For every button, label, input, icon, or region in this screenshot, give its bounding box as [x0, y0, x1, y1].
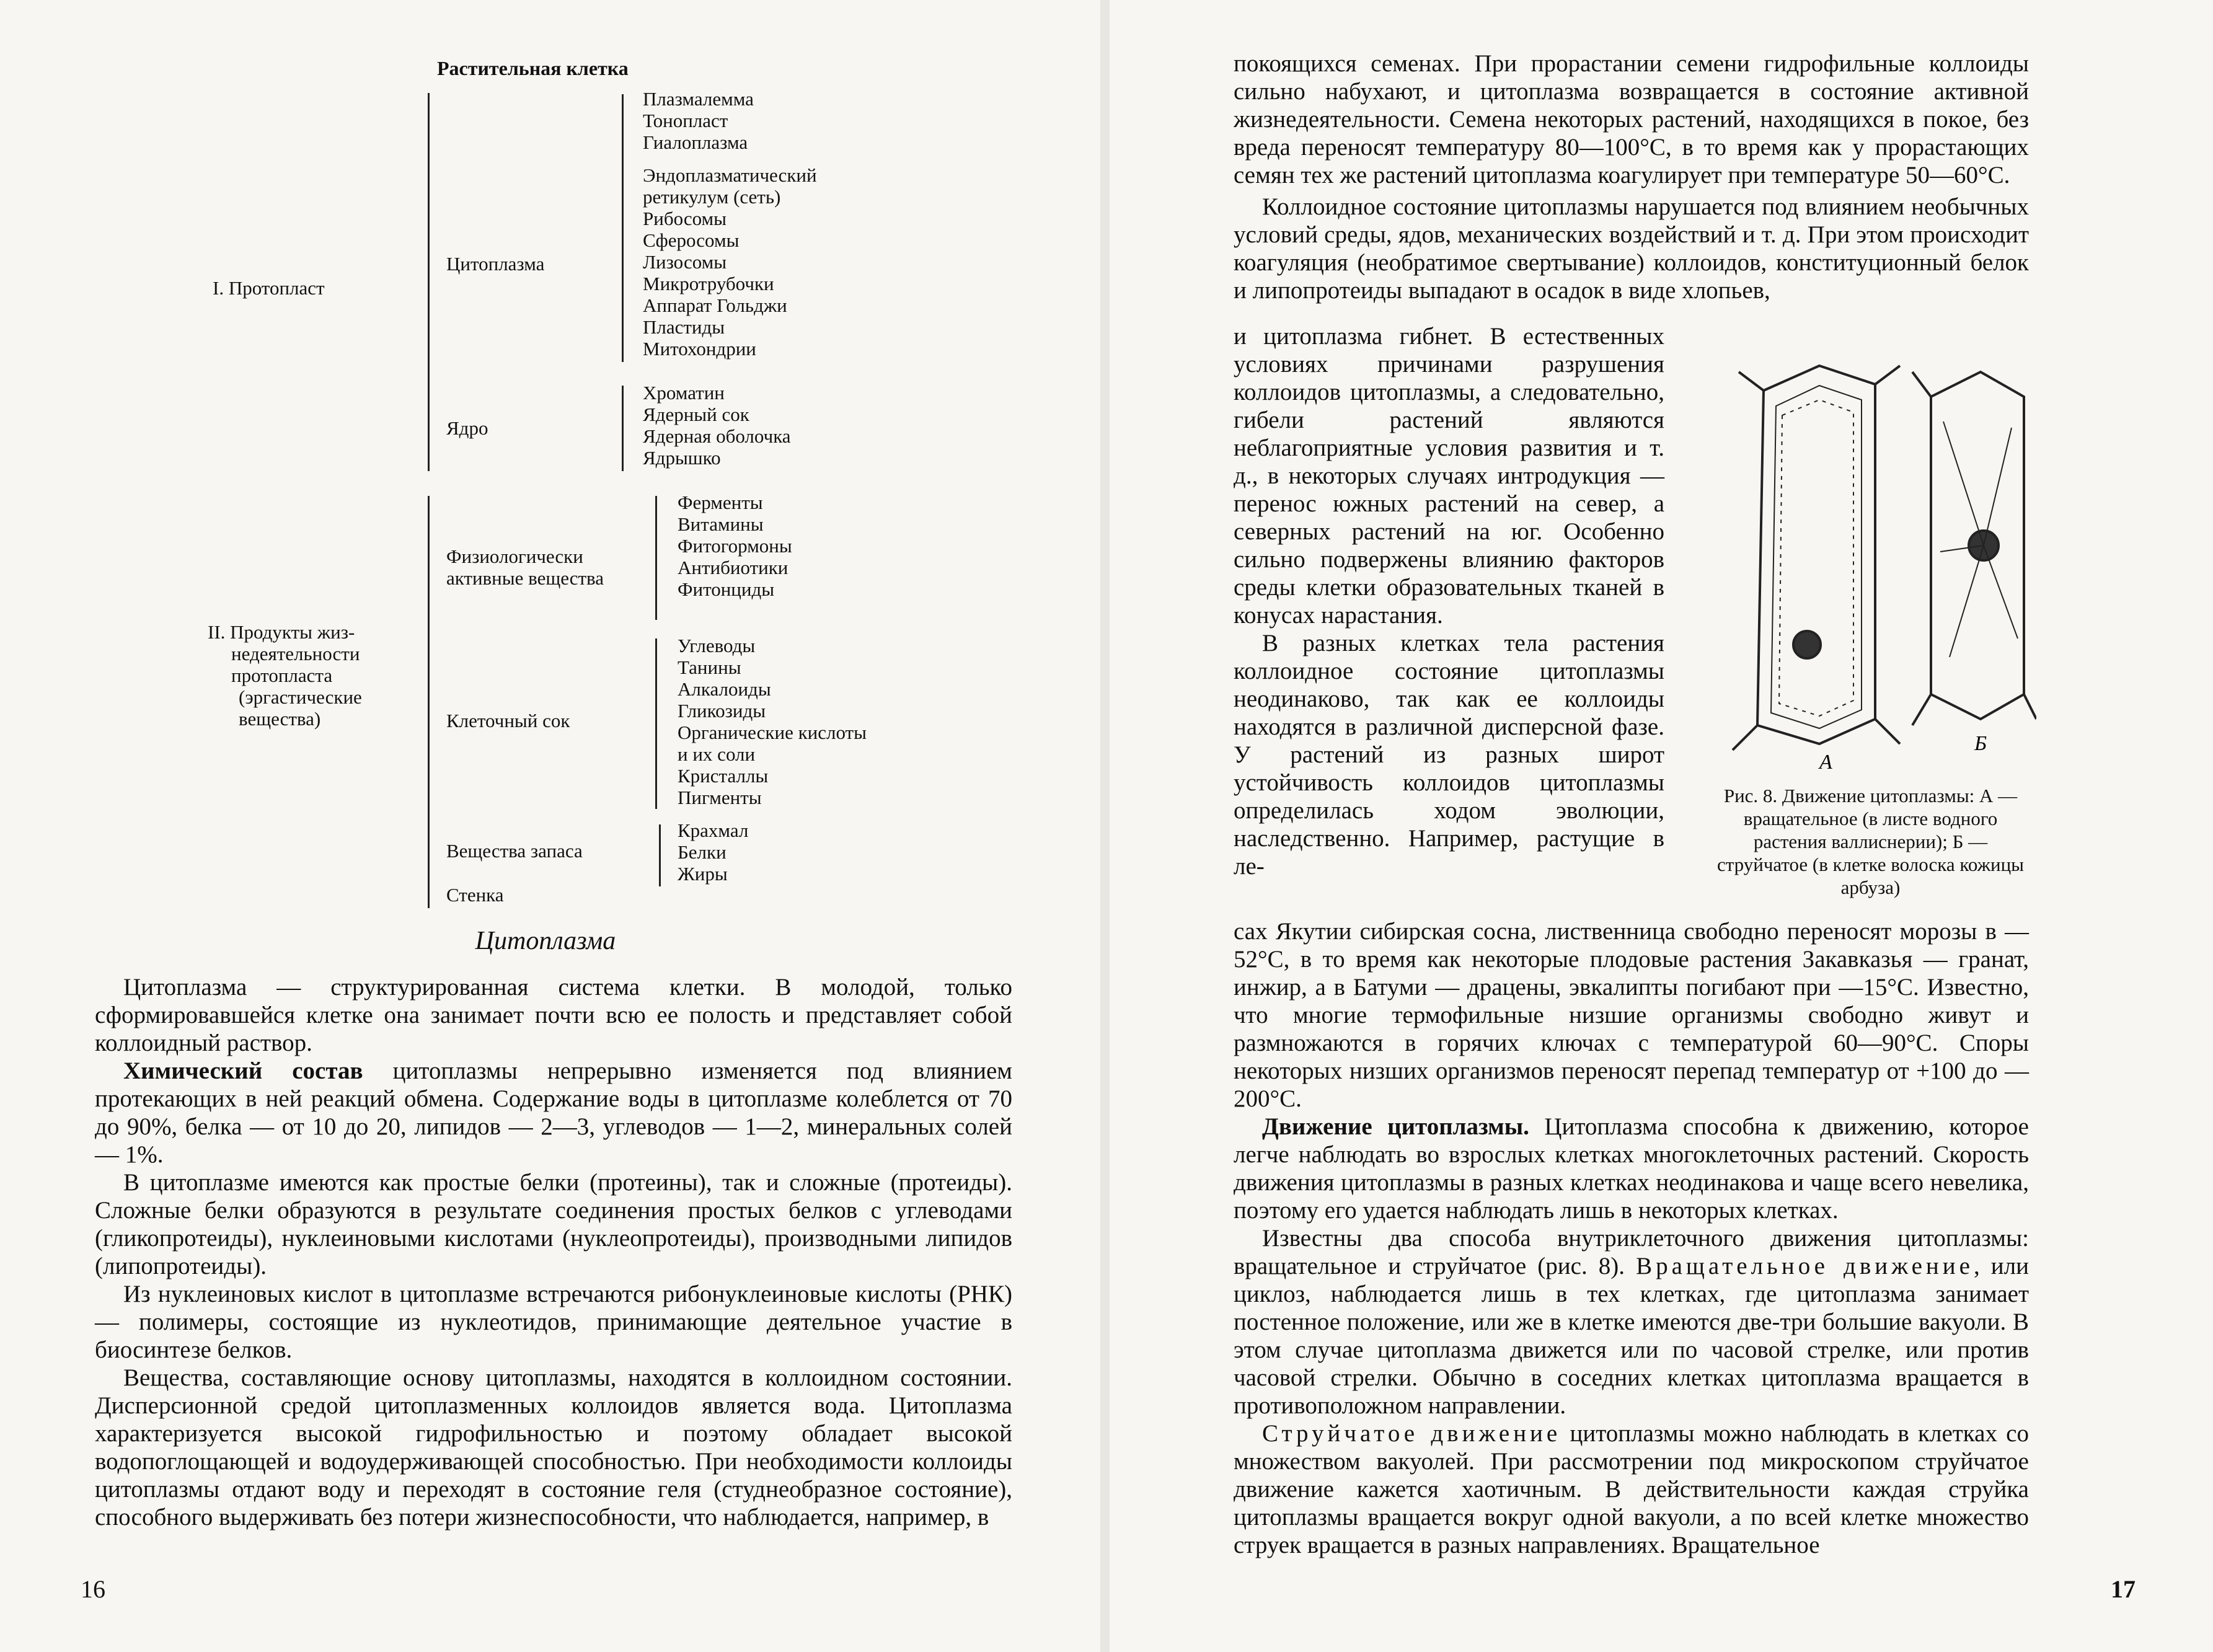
- right-page: [1110, 0, 2213, 1652]
- tree-title: Растительная клетка: [437, 57, 629, 79]
- storage-label: Вещества запаса: [446, 840, 583, 862]
- page-number: 17: [2111, 1575, 2136, 1603]
- cytoplasm-item: Плазмалемма: [643, 88, 754, 110]
- cytoplasm-items: [643, 88, 817, 360]
- products-label-line: II. Продукты жиз-: [208, 621, 355, 643]
- products-label-line: вещества): [239, 708, 321, 730]
- nucleus-item: Ядерный сок: [643, 404, 749, 425]
- active-item: Антибиотики: [678, 557, 788, 578]
- spaced-term: Вращательное движение: [1636, 1253, 1974, 1279]
- cytoplasm-item: Гиалоплазма: [643, 131, 748, 153]
- paragraph: [1234, 1224, 2029, 1420]
- right-body-bottom: [1234, 917, 2029, 1559]
- paragraph-text: цитоплазмы непрерывно изменяется под влиянием протекающих в ней реакций обмена. Содержание воды в цитоплазме колеблется от 70 до 90%, белка — от 10 до 20, липидов — 2—3, углеводов — 1—2, минеральных солей — 1%.: [95, 1058, 1012, 1168]
- sap-items: [678, 635, 867, 808]
- bold-term: Движение цитоплазмы.: [1262, 1113, 1529, 1140]
- nucleus-brace: [622, 386, 624, 471]
- sap-brace: [655, 638, 657, 809]
- cell-a-icon: [1733, 366, 1900, 750]
- sap-item: Пигменты: [678, 787, 762, 808]
- products-label-line: (эргастические: [239, 686, 362, 708]
- book-gutter: [1100, 0, 1110, 1652]
- cytoplasm-movement-illustration: [1714, 347, 2036, 775]
- paragraph-text: Известны два способа внутриклеточного движения цитоплазмы: вращательное и струйчатое (рис. 8).: [1234, 1225, 2029, 1279]
- active-brace: [655, 496, 657, 620]
- paragraph: Вещества, составляющие основу цитоплазмы, находятся в коллоидном состоянии. Дисперсионной средой цитоплазменных коллоидов является вода. Цитоплазма характеризуется высокой гидрофильностью и поэтому обладает высокой водопоглощающей и водоудерживающей способностью. При необходимости коллоиды цитоплазмы отдают воду и переходят в состояние геля (студнеобразное состояние), способного выдерживать без потери жизнеспособности, что наблюдается, например, в: [95, 1364, 1012, 1531]
- sap-item: Алкалоиды: [678, 678, 771, 700]
- section-title: Цитоплазма: [475, 927, 616, 955]
- figure-caption: Рис. 8. Движение цитоплазмы: А — вращательное (в листе водного растения валлиснерии); Б — струйчатое (в клетке волоска кожицы арбуза): [1716, 785, 2025, 898]
- storage-item: Белки: [678, 841, 727, 863]
- paragraph-text: Цитоплазма способна к движению, которое легче наблюдать во взрослых клетках многоклеточных растений. Скорость движения цитоплазмы в разных клетках неодинакова и чаще всего невелика, поэтому его удается наблюдать лишь в некоторых клетках.: [1234, 1113, 2029, 1224]
- cytoplasm-item: Тонопласт: [643, 110, 728, 131]
- products-label-line: недеятельности: [231, 643, 360, 665]
- cell-b-icon: [1912, 372, 2036, 725]
- active-substances-label: [446, 546, 604, 589]
- cytoplasm-label: Цитоплазма: [446, 253, 545, 275]
- figure-8: [1714, 347, 2036, 775]
- cytoplasm-item: ретикулум (сеть): [643, 186, 781, 208]
- paragraph: [1234, 1113, 2029, 1224]
- paragraph: [1234, 1420, 2029, 1559]
- sap-item: Органические кислоты: [678, 722, 867, 743]
- active-item: Витамины: [678, 513, 764, 535]
- cytoplasm-item: Рибосомы: [643, 208, 727, 229]
- active-item: Фитогормоны: [678, 535, 792, 557]
- spaced-term: Струйчатое движение: [1262, 1420, 1561, 1447]
- protoplast-label: I. Протопласт: [213, 277, 325, 299]
- sap-item: Кристаллы: [678, 765, 769, 787]
- storage-items: [678, 819, 748, 885]
- cell-sap-label: Клеточный сок: [446, 710, 570, 731]
- paragraph: Цитоплазма — структурированная система клетки. В молодой, только сформировавшейся клетке она занимает почти всю ее полость и представляет собой коллоидный раствор.: [95, 974, 1012, 1056]
- paragraph-text: , или циклоз, наблюдается лишь в тех клетках, где цитоплазма занимает постенное положение, или же в клетке имеются две-три большие вакуоли. В этом случае цитоплазма движется или по часовой стрелке, или против часовой стрелки. Обычно в соседних клетках цитоплазма вращается в противоположном направлении.: [1234, 1253, 2029, 1419]
- cytoplasm-brace: [622, 94, 624, 362]
- paragraph: покоящихся семенах. При прорастании семени гидрофильные коллоиды сильно набухают, и цитоплазма возвращается в состояние активной жизнедеятельности. Семена некоторых растений, находящихся в покое, без вреда переносят температуру 80—100°С, в то время как у прорастающих семян тех же растений цитоплазма коагулирует при температуре 50—60°С.: [1234, 50, 2029, 188]
- nucleus-item: Ядерная оболочка: [643, 425, 791, 447]
- right-body-top: [1234, 50, 2029, 304]
- page-number: 16: [81, 1575, 105, 1603]
- active-label-line: Физиологически: [446, 546, 583, 567]
- paragraph: В цитоплазме имеются как простые белки (протеины), так и сложные (протеиды). Сложные белки образуются в результате соединения простых белков с углеводами (гликопротеиды), нуклеиновыми кислотами (нуклеопротеиды), производными липидов (липопротеиды).: [95, 1169, 1012, 1279]
- cytoplasm-item: Аппарат Гольджи: [643, 294, 787, 316]
- cytoplasm-item: Митохондрии: [643, 338, 756, 360]
- figure-label-b: Б: [1974, 732, 1987, 755]
- cytoplasm-item: Пластиды: [643, 316, 725, 338]
- figure-label-a: А: [1819, 751, 1832, 774]
- active-item: Ферменты: [678, 492, 763, 513]
- products-brace: [428, 496, 430, 908]
- storage-brace: [659, 824, 661, 886]
- paragraph-text: цитоплазмы можно наблюдать в клетках со множеством вакуолей. При рассмотрении под микроскопом струйчатое движение кажется хаотичным. В действительности каждая струйка цитоплазмы вращается вокруг одной вакуоли, а по всей клетке множество струек вращается в разных направлениях. Вращательное: [1234, 1420, 2029, 1558]
- active-label-line: активные вещества: [446, 567, 604, 589]
- paragraph: Коллоидное состояние цитоплазмы нарушается под влиянием необычных условий среды, ядов, механических воздействий и т. д. При этом происходит коагуляция (необратимое свертывание) коллоидов, конституционный белок и липопротеиды выпадают в осадок в виде хлопьев,: [1234, 193, 2029, 304]
- sap-item: Танины: [678, 656, 741, 678]
- nucleus-item: Хроматин: [643, 382, 725, 404]
- paragraph: [95, 1057, 1012, 1168]
- cytoplasm-item: Микротрубочки: [643, 273, 774, 294]
- storage-item: Крахмал: [678, 819, 749, 841]
- cytoplasm-item: Сферосомы: [643, 229, 740, 251]
- bold-term: Химический состав: [123, 1058, 363, 1084]
- active-items: [678, 492, 792, 600]
- protoplast-brace: [428, 93, 430, 471]
- sap-item: и их соли: [678, 743, 756, 765]
- sap-item: Углеводы: [678, 635, 756, 656]
- wall-label: Стенка: [446, 884, 504, 906]
- paragraph: Из нуклеиновых кислот в цитоплазме встречаются рибонуклеиновые кислоты (РНК) — полимеры, состоящие из нуклеотидов, принимающие деятельное участие в биосинтезе белков.: [95, 1281, 1012, 1363]
- active-item: Фитонциды: [678, 578, 775, 600]
- nucleus-item: Ядрышко: [643, 447, 721, 469]
- left-body: [95, 973, 1012, 1531]
- cytoplasm-item: Лизосомы: [643, 251, 727, 273]
- storage-item: Жиры: [678, 863, 728, 885]
- sap-item: Гликозиды: [678, 700, 766, 722]
- nucleus-label: Ядро: [446, 417, 488, 439]
- cytoplasm-item: Эндоплазматический: [643, 164, 817, 186]
- products-label: [208, 621, 362, 730]
- paragraph: сах Якутии сибирская сосна, лиственница свободно переносят морозы в —52°С, в то время как некоторые плодовые растения Закавказья — гранат, инжир, а в Батуми — драцены, эвкалипты погибают при —15°С. Известно, что многие термофильные низшие организмы свободно живут и размножаются в горячих ключах с температурой 60—90°С. Споры некоторых низших организмов переносят перепад температур от +100 до —200°С.: [1234, 918, 2029, 1112]
- left-page: [0, 0, 1100, 1652]
- right-body-column: [1234, 322, 1664, 880]
- paragraph: и цитоплазма гибнет. В естественных условиях причинами разрушения коллоидов цитоплазмы, а следовательно, гибели растений являются неблагоприятные условия развития и т. д., в некоторых случаях интродукция — перенос южных растений на север, а северных растений на юг. Особенно сильно подвержены влиянию факторов среды клетки образовательных тканей в конусах нарастания.: [1234, 323, 1664, 629]
- nucleus-items: [643, 382, 791, 469]
- products-label-line: протопласта: [231, 665, 333, 686]
- paragraph: В разных клетках тела растения коллоидное состояние цитоплазмы неодинаково, так как ее коллоиды находятся в различной дисперсной фазе. У растений из разных широт устойчивость коллоидов цитоплазмы определилась ходом эволюции, наследственно. Например, растущие в ле-: [1234, 630, 1664, 880]
